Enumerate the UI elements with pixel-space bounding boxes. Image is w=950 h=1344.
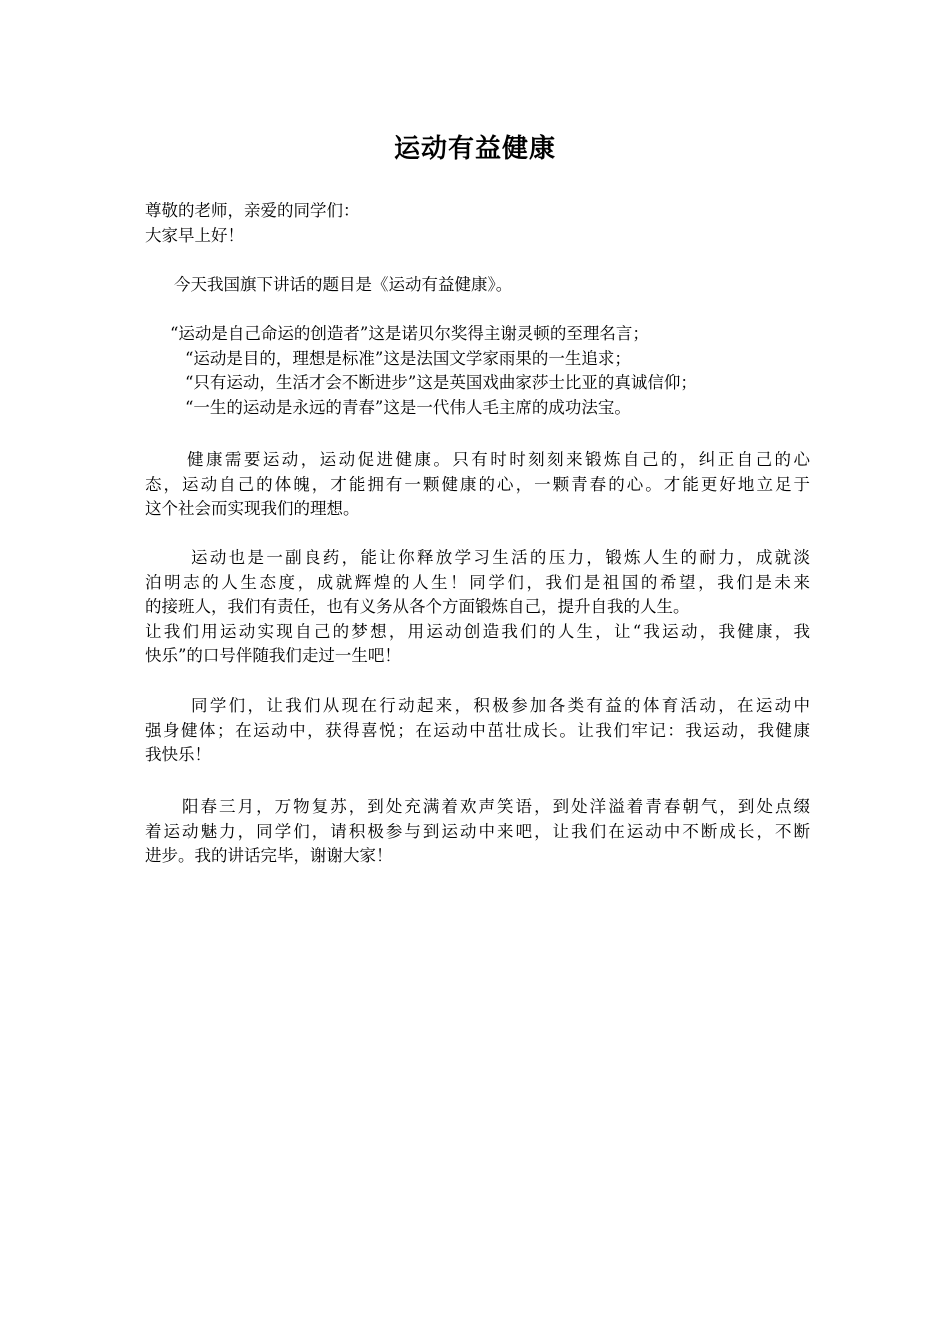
paragraph-line: 态，运动自己的体魄，才能拥有一颗健康的心，一颗青春的心。才能更好地立足于: [145, 474, 810, 494]
paragraph-line: 强身健体；在运动中，获得喜悦；在运动中茁壮成长。让我们牢记：我运动，我健康: [145, 720, 810, 740]
quote-line: “一生的运动是永远的青春”这是一代伟人毛主席的成功法宝。: [185, 397, 631, 417]
paragraph-line: 阳春三月，万物复苏，到处充满着欢声笑语，到处洋溢着青春朝气，到处点缀: [182, 797, 810, 816]
paragraph-line: 的接班人，我们有责任，也有义务从各个方面锻炼自己，提升自我的人生。: [145, 597, 690, 616]
paragraph-line: 运动也是一副良药，能让你释放学习生活的压力，锻炼人生的耐力，成就淡: [191, 548, 810, 567]
paragraph-line: 进步。我的讲话完毕，谢谢大家！: [145, 846, 393, 865]
quotes-block: [145, 322, 810, 420]
paragraph-line: 让我们用运动实现自己的梦想，用运动创造我们的人生，让“我运动，我健康，我: [145, 621, 810, 641]
quote-line: “运动是自己命运的创造者”这是诺贝尔奖得主谢灵顿的至理名言；: [170, 324, 649, 343]
intro-line: 今天我国旗下讲话的题目是《运动有益健康》。: [174, 275, 513, 294]
quote-line: “运动是目的，理想是标准”这是法国文学家雨果的一生追求；: [185, 348, 631, 368]
greeting-line: 尊敬的老师，亲爱的同学们：: [145, 201, 360, 220]
paragraph-line: 健康需要运动，运动促进健康。只有时时刻刻来锻炼自己的，纠正自己的心: [187, 450, 810, 469]
paragraph-action: [145, 694, 810, 768]
paragraph-health: [145, 448, 810, 522]
intro-paragraph: [174, 273, 839, 298]
paragraph-line: 这个社会而实现我们的理想。: [145, 499, 360, 518]
greeting-line: 大家早上好！: [145, 225, 244, 245]
paragraph-medicine: [145, 546, 810, 669]
greeting: [145, 199, 810, 248]
paragraph-line: 快乐”的口号伴随我们走过一生吧！: [145, 646, 401, 665]
document-title: 运动有益健康: [393, 134, 556, 164]
paragraph-spring: [145, 795, 810, 869]
paragraph-line: 着运动魅力，同学们，请积极参与到运动中来吧，让我们在运动中不断成长，不断: [145, 821, 810, 841]
paragraph-line: 泊明志的人生态度，成就辉煌的人生！同学们，我们是祖国的希望，我们是未来: [145, 572, 810, 592]
quote-line: “只有运动，生活才会不断进步”这是英国戏曲家莎士比亚的真诚信仰；: [185, 373, 697, 392]
paragraph-line: 同学们，让我们从现在行动起来，积极参加各类有益的体育活动，在运动中: [191, 696, 810, 715]
paragraph-line: 我快乐！: [145, 745, 211, 764]
